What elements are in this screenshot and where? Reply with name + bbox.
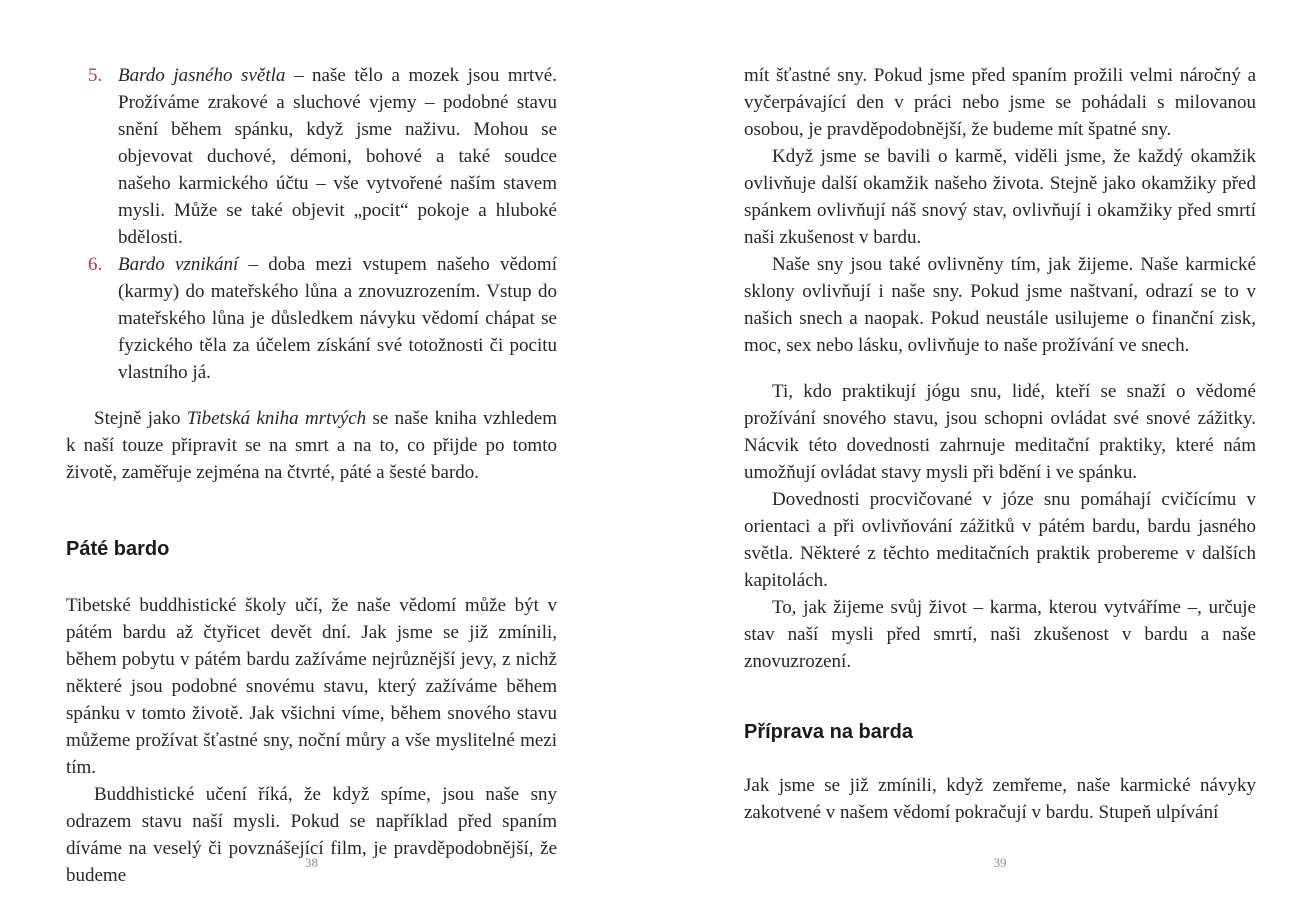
list-item-6-body: – doba mezi vstupem našeho vědomí (karmy) do mateřského lůna a znovuzrozením. Vstup do mateřského lůna je důsledkem návyku vědomí chápat se fyzického těla za účelem získání své totožnosti či pocitu vlastního já.: [118, 254, 557, 383]
list-item-5-body: – naše tělo a mozek jsou mrtvé. Prožíváme zrakové a sluchové vjemy – podobné stavu snění během spánku, když jsme naživu. Mohou se objevovat duchové, démoni, bohové a také soudce našeho karmického účtu – vše vytvořené naším stavem mysli. Může se také objevit „pocit“ pokoje a hluboké bdělosti.: [118, 65, 557, 248]
book-title-reference: Tibetská kniha mrtvých: [186, 408, 367, 429]
paragraph-nase-sny: Naše sny jsou také ovlivněny tím, jak žijeme. Naše karmické sklony ovlivňují i naše sny. Pokud jsme naštvaní, odrazí se to v našich snech a naopak. Pokud neustále usilujeme o finanční zisk, moc, sex nebo lásku, ovlivňuje to naše prožívání ve snech.: [744, 254, 1256, 356]
page-number-right: 39: [993, 855, 1007, 870]
list-item-6-text: [118, 251, 557, 386]
list-item-5-text: [118, 62, 557, 251]
page-right: [744, 62, 1256, 870]
text-run: se naše kniha vzhledem k naší touze připravit se na smrt a na to, co přijde po tomto životě, zaměřuje zejména na čtvrté, páté a šesté bardo.: [66, 408, 558, 483]
bardo-term-italic: Bardo vznikání: [118, 254, 239, 275]
paragraph-jak-jsme-se-zminili: Jak jsme se již zmínili, když zemřeme, naše karmické návyky zakotvené v našem vědomí pokračují v bardu. Stupeň ulpívání: [744, 775, 1256, 823]
text-run: Stejně jako: [94, 408, 187, 429]
section-heading-pate-bardo: Páté bardo: [66, 538, 170, 560]
paragraph-dovednosti: Dovednosti procvičované v józe snu pomáhají cvičícímu v orientaci a při ovlivňování zážitků v pátém bardu, bardu jasného světla. Některé z těchto meditačních praktik probereme v dalších kapitolách.: [744, 489, 1256, 591]
bardo-list: [66, 62, 557, 386]
list-number-5: 5.: [88, 65, 103, 86]
paragraph-joga-snu: Ti, kdo praktikují jógu snu, lidé, kteří se snaží o vědomé prožívání snového stavu, jsou schopni ovládat své snové zážitky. Nácvik této dovednosti zahrnuje meditační praktiky, které nám umožňují ovládat stavy mysli při bdění i ve spánku.: [744, 381, 1256, 483]
bardo-term-italic: Bardo jasného světla: [118, 65, 286, 86]
list-item-6: [66, 251, 557, 386]
paragraph-karma-okamzik: Když jsme se bavili o karmě, viděli jsme, že každý okamžik ovlivňuje další okamžik našeho života. Stejně jako okamžiky před spánkem ovlivňují náš snový stav, ovlivňují i okamžiky před smrtí naši zkušenost v bardu.: [744, 146, 1256, 248]
paragraph-to-jak-zijeme: To, jak žijeme svůj život – karma, kterou vytváříme –, určuje stav naší mysli před smrtí, naši zkušenost v bardu a naše znovuzrození.: [744, 597, 1256, 672]
paragraph-tibetske-skoly: Tibetské buddhistické školy učí, že naše vědomí může být v pátém bardu až čtyřicet devět dní. Jak jsme se již zmínili, během pobytu v pátém bardu zažíváme nejrůznější jevy, z nichž některé jsou podobné snovému stavu, který zažíváme během spánku v tomto životě. Jak všichni víme, během snového stavu můžeme prožívat šťastné sny, noční můry a vše myslitelné mezi tím.: [66, 595, 557, 778]
page-number-left: 38: [305, 855, 318, 870]
paragraph-mit-stastne-sny: mít šťastné sny. Pokud jsme před spaním prožili velmi náročný a vyčerpávající den v práci nebo jsme se pohádali s milovanou osobou, je pravděpodobnější, že budeme mít špatné sny.: [744, 65, 1256, 140]
page-left: [66, 62, 557, 889]
list-item-5: [66, 62, 557, 251]
list-number-6: 6.: [88, 254, 103, 275]
section-heading-priprava-na-barda: Příprava na barda: [744, 721, 913, 743]
paragraph-tibetska-kniha: [66, 405, 557, 486]
paragraph-buddhisticke-uceni: Buddhistické učení říká, že když spíme, jsou naše sny odrazem stavu naší mysli. Pokud se například před spaním díváme na veselý či povznášející film, je pravděpodobnější, že budeme: [66, 784, 557, 886]
